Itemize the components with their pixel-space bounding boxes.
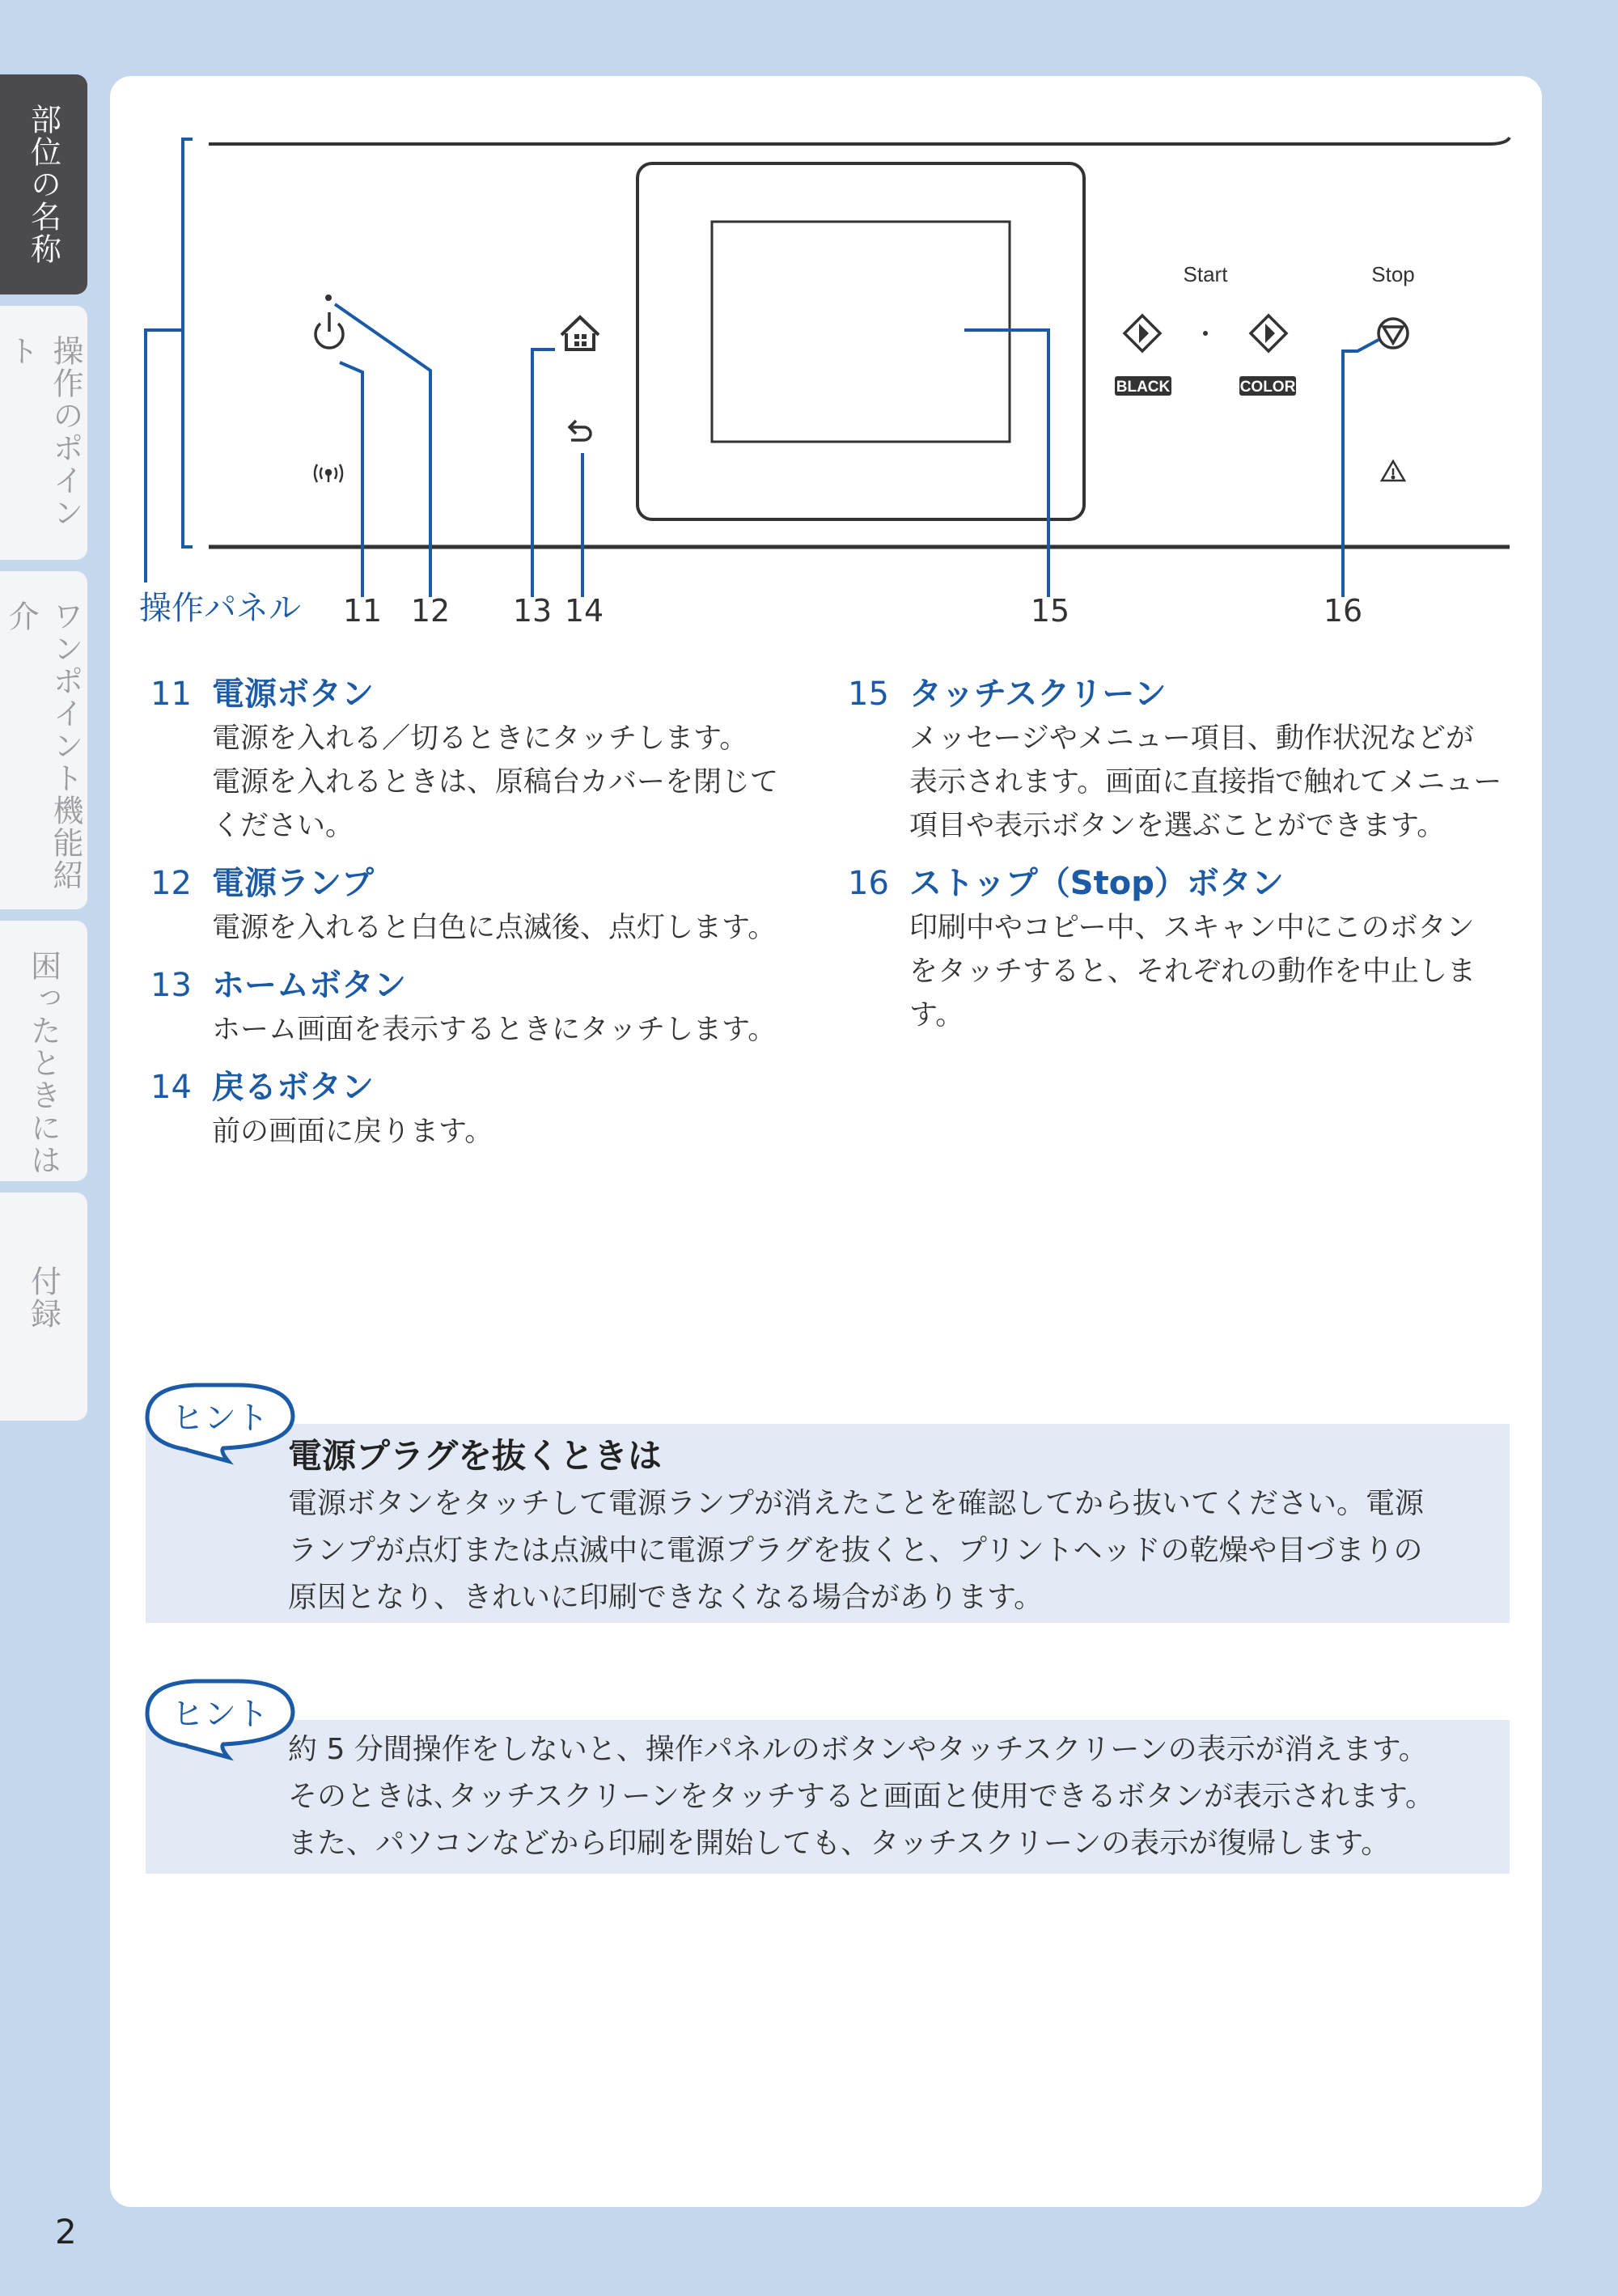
home-icon bbox=[561, 317, 599, 349]
power-icon bbox=[316, 312, 343, 348]
callout-14: 14 bbox=[564, 593, 604, 629]
wifi-icon bbox=[315, 464, 342, 482]
desc-title: 電源ランプ bbox=[212, 865, 374, 902]
hint-content bbox=[288, 1726, 1434, 1867]
black-start-icon bbox=[1125, 316, 1160, 351]
hint-box-auto-off bbox=[146, 1720, 1510, 1874]
hint-content bbox=[288, 1432, 1424, 1621]
desc-line: メッセージやメニュー項目、動作状況などが bbox=[909, 722, 1474, 755]
desc-title: 戻るボタン bbox=[212, 1069, 374, 1106]
desc-body bbox=[150, 1110, 814, 1154]
desc-body bbox=[150, 906, 814, 950]
panel-bracket-leader bbox=[146, 330, 183, 582]
power-lamp bbox=[325, 294, 332, 301]
color-label: COLOR bbox=[1239, 379, 1296, 396]
alarm-icon bbox=[1382, 461, 1404, 481]
desc-body bbox=[150, 717, 814, 848]
stop-icon bbox=[1379, 319, 1408, 348]
start-separator-dot bbox=[1203, 331, 1208, 336]
desc-body bbox=[848, 906, 1511, 1037]
hint-line: 原因となり、きれいに印刷できなくなる場合があります。 bbox=[288, 1581, 1044, 1614]
hint-box-power-plug bbox=[146, 1424, 1510, 1623]
desc-number: 12 bbox=[150, 865, 192, 902]
desc-line: 前の画面に戻ります。 bbox=[212, 1116, 493, 1148]
descriptions-right bbox=[848, 671, 1511, 1050]
hint-line: そのときは､タッチスクリーンをタッチすると画面と使用できるボタンが表示されます。 bbox=[288, 1780, 1434, 1813]
desc-item-back-button bbox=[150, 1065, 814, 1154]
hint-badge-label: ヒント bbox=[172, 1696, 269, 1733]
panel-top-edge bbox=[209, 138, 1510, 144]
desc-line: 表示されます。画面に直接指で触れてメニュー bbox=[909, 766, 1502, 799]
callout-16: 16 bbox=[1323, 593, 1363, 629]
hint-badge-icon bbox=[139, 1671, 309, 1777]
desc-title: 電源ボタン bbox=[212, 676, 374, 713]
desc-item-power-lamp bbox=[150, 861, 814, 950]
desc-item-power-button bbox=[150, 671, 814, 848]
desc-line: 電源を入れるときは、原稿台カバーを閉じて bbox=[212, 766, 779, 799]
panel-bracket bbox=[183, 139, 193, 547]
tab-troubleshooting[interactable] bbox=[0, 921, 87, 1181]
desc-title: タッチスクリーン bbox=[909, 676, 1167, 713]
color-start-icon bbox=[1251, 316, 1286, 351]
panel-caption: 操作パネル bbox=[139, 590, 301, 627]
hint-title: 電源プラグを抜くときは bbox=[288, 1436, 663, 1476]
hint-line: ランプが点灯または点滅中に電源プラグを抜くと、プリントヘッドの乾燥や目づまりの bbox=[288, 1534, 1423, 1567]
desc-item-home-button bbox=[150, 963, 814, 1052]
tab-label: 付録 bbox=[25, 1265, 61, 1330]
desc-number: 16 bbox=[848, 865, 889, 902]
operation-panel-diagram bbox=[0, 0, 1618, 647]
callout-11: 11 bbox=[342, 593, 383, 629]
stop-label: Stop bbox=[1371, 262, 1415, 286]
hint-line: 電源ボタンをタッチして電源ランプが消えたことを確認してから抜いてください。電源 bbox=[288, 1487, 1425, 1520]
desc-item-touchscreen bbox=[848, 671, 1511, 848]
tab-label: 操作のポイント bbox=[3, 335, 83, 529]
tab-label: 部位の名称 bbox=[25, 104, 61, 265]
desc-number: 11 bbox=[150, 676, 192, 713]
desc-line: ください。 bbox=[212, 810, 354, 842]
desc-line: 印刷中やコピー中、スキャン中にこのボタン bbox=[909, 912, 1475, 944]
desc-line: 電源を入れると白色に点滅後、点灯します。 bbox=[212, 912, 777, 944]
desc-item-stop-button bbox=[848, 861, 1511, 1037]
hint-line: また、パソコンなどから印刷を開始しても、タッチスクリーンの表示が復帰します。 bbox=[288, 1827, 1391, 1860]
hint-badge-icon bbox=[139, 1375, 309, 1481]
black-label: BLACK bbox=[1116, 379, 1171, 396]
hint-badge-label: ヒント bbox=[172, 1400, 269, 1437]
desc-line: 項目や表示ボタンを選ぶことができます。 bbox=[909, 810, 1446, 842]
desc-number: 15 bbox=[848, 676, 889, 713]
desc-title: ホームボタン bbox=[212, 967, 406, 1004]
descriptions-left bbox=[150, 671, 814, 1167]
desc-body bbox=[848, 717, 1511, 848]
callout-12: 12 bbox=[410, 593, 451, 629]
desc-title: ストップ（Stop）ボタン bbox=[909, 865, 1284, 902]
page-number: 2 bbox=[55, 2212, 77, 2252]
desc-body bbox=[150, 1008, 814, 1052]
start-label: Start bbox=[1183, 262, 1228, 286]
desc-line: ホーム画面を表示するときにタッチします。 bbox=[212, 1014, 777, 1046]
desc-line: す。 bbox=[909, 999, 964, 1032]
desc-line: をタッチすると、それぞれの動作を中止しま bbox=[909, 955, 1476, 988]
back-icon bbox=[570, 421, 591, 440]
callout-15: 15 bbox=[1030, 593, 1070, 629]
callout-13: 13 bbox=[512, 593, 553, 629]
desc-line: 電源を入れる／切るときにタッチします。 bbox=[212, 722, 748, 755]
hint-line: 約 5 分間操作をしないと、操作パネルのボタンやタッチスクリーンの表示が消えます。 bbox=[288, 1733, 1428, 1766]
desc-number: 13 bbox=[150, 967, 192, 1004]
tab-appendix[interactable] bbox=[0, 1192, 87, 1421]
tab-label: 困ったときには bbox=[25, 950, 61, 1176]
desc-number: 14 bbox=[150, 1069, 192, 1106]
tab-label: ワンポイント機能紹介 bbox=[3, 600, 83, 892]
